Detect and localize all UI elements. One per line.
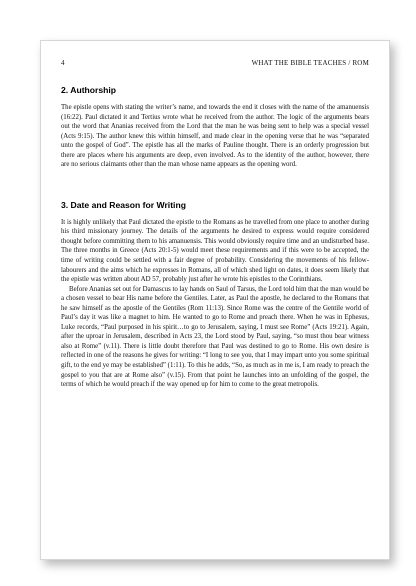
date-paragraph-1: It is highly unlikely that Paul dictated the epistle to the Romans as he travelled from one place to another during his third missionary journey. The details of the arguments he desired to express would require considered thought before committing them to his amanuensis. This would obviously require time and an undisturbed base. The three months in Greece (Acts 20:1-5) would meet these requirements and if this were to be accepted, the time of writing could be settled with a fair degree of probability. Considering the movements of his fellow-labourers and the aims which he expresses in Romans, all of which shed light on dates, it does seem likely that the epistle was written about AD 57, probably just after he wrote his epistles to the Corinthians. <box>61 218 369 284</box>
running-head <box>61 59 369 67</box>
date-paragraph-2: Before Ananias set out for Damascus to lay hands on Saul of Tarsus, the Lord told him that the man would be a chosen vessel to bear His name before the Gentiles. Later, as Paul the apostle, he declared to the Romans that he saw himself as the apostle of the Gentiles (Rom 11:13). Since Rome was the centre of the Gentile world of Paul’s day it was like a magnet to him. He wanted to go to Rome and preach there. When he was in Ephesus, Luke records, “Paul purposed in his spirit…to go to Jerusalem, saying, I must see Rome” (Acts 19:21). Again, after the uproar in Jerusalem, described in Acts 23, the Lord stood by Paul, saying, “so must thou bear witness also at Rome” (v.11). There is little doubt therefore that Paul was destined to go to Rome. His own desire is reflected in one of the reasons he gives for writing: “I long to see you, that I may impart unto you some spiritual gift, to the end ye may be established” (1:11). To this he adds, “So, as much as in me is, I am ready to preach the gospel to you that are at Rome also” (v.15). From that point he launches into an unfolding of the gospel, the terms of which he would preach if the way opened up for him to come to the great metropolis. <box>61 285 369 389</box>
book-page <box>40 40 390 560</box>
page-number: 4 <box>61 59 65 67</box>
section-gap <box>61 170 369 200</box>
running-title: WHAT THE BIBLE TEACHES / ROM <box>251 59 369 67</box>
authorship-paragraph: The epistle opens with stating the writer’s name, and towards the end it closes with the name of the amanuensis (16:22). Paul dictated it and Tertius wrote what he received from the author. The logic of the arguments bears out the word that Ananias received from the Lord that the man he was being sent to help was a special vessel (Acts 9:15). The author knew this within himself, and made clear in the opening verse that he was “separated unto the gospel of God”. The epistle has all the marks of Pauline thought. There is an orderly progression but there are places where his arguments are deep, even involved. As to the identity of the author, however, there are no serious claimants other than the man whose name appears as the opening word. <box>61 104 369 169</box>
section-heading-date: 3. Date and Reason for Writing <box>61 199 186 210</box>
section-heading-authorship: 2. Authorship <box>61 85 117 95</box>
page-content <box>61 59 369 390</box>
